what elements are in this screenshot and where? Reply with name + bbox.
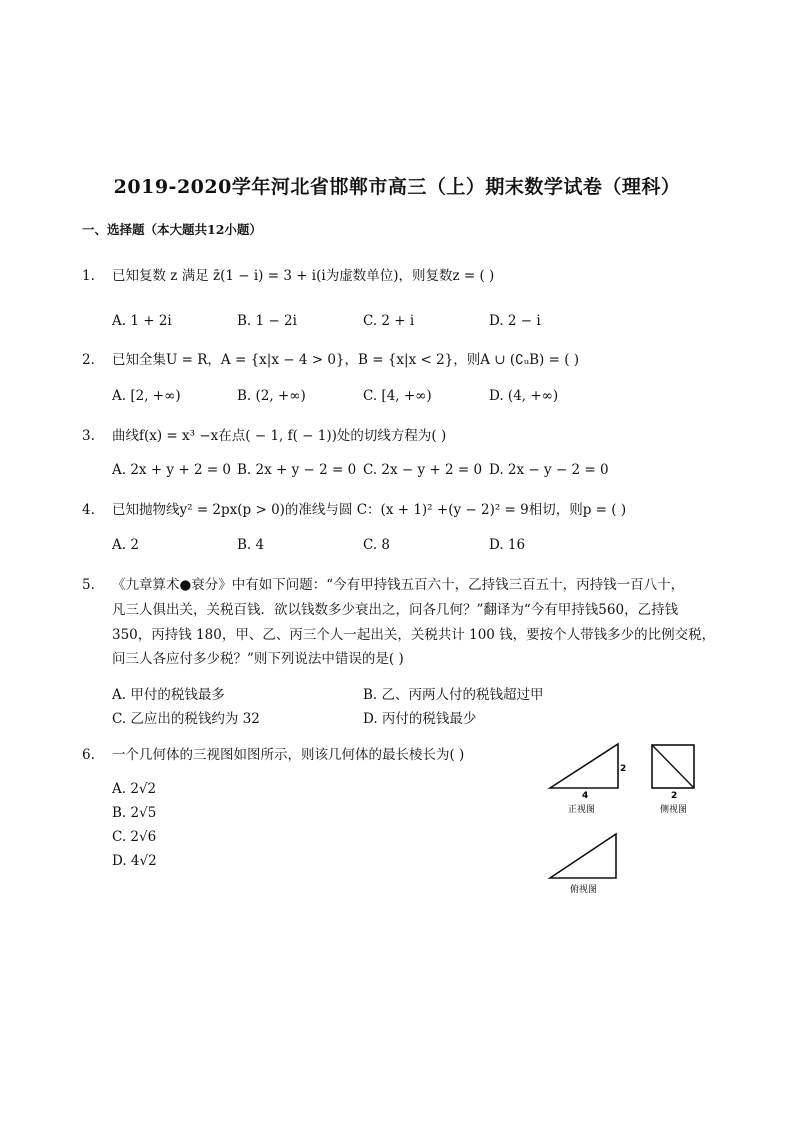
- front-width-label: 4: [582, 791, 589, 801]
- question-text: 一个几何体的三视图如图所示，则该几何体的最长棱长为( ): [112, 747, 465, 763]
- option-a: A. 2: [112, 537, 139, 553]
- question-line: 问三人各应付多少税？”则下列说法中错误的是( ): [112, 651, 404, 667]
- question-text: 已知复数 z 满足 z̄(1 − i) = 3 + i(i为虚数单位)，则复数z = ( ): [112, 268, 495, 284]
- question-number: 5.: [82, 577, 95, 593]
- option-b: B. 乙、丙两人付的税钱超过甲: [363, 687, 544, 703]
- question-number: 1.: [82, 268, 95, 284]
- option-a: A. 1 + 2i: [112, 313, 172, 329]
- option-d: D. 丙付的税钱最少: [363, 711, 477, 727]
- question-line: 凡三人俱出关，关税百钱．欲以钱数多少衰出之，问各几何？”翻译为“今有甲持钱560，乙持钱: [112, 602, 679, 618]
- option-b: B. (2, +∞): [237, 388, 306, 404]
- side-view-diagonal: [652, 745, 694, 788]
- option-d: D. (4, +∞): [489, 388, 559, 404]
- option-a: A. [2, +∞): [112, 388, 181, 404]
- option-a: A. 2x + y + 2 = 0: [112, 462, 232, 478]
- three-view-figure: [540, 736, 715, 901]
- option-c: C. 2√6: [112, 829, 157, 845]
- option-c: C. 2x − y + 2 = 0: [363, 462, 483, 478]
- side-width-label: 2: [671, 791, 678, 801]
- question-text: 曲线f(x) = x³ −x在点( − 1, f( − 1))处的切线方程为( ): [112, 428, 447, 444]
- option-a: A. 2√2: [112, 781, 157, 797]
- question-number: 3.: [82, 428, 95, 444]
- option-d: D. 16: [489, 537, 526, 553]
- option-c: C. [4, +∞): [363, 388, 432, 404]
- side-view-label: 侧视图: [660, 805, 688, 815]
- question-text: 已知抛物线y² = 2px(p > 0)的准线与圆 C：(x + 1)² +(y − 2)² = 9相切，则p = ( ): [112, 502, 627, 518]
- section-heading: 一、选择题（本大题共12小题）: [82, 222, 262, 237]
- question-line: 《九章算术●衰分》中有如下问题：“今有甲持钱五百六十，乙持钱三百五十，丙持钱一百八十，: [112, 577, 685, 593]
- option-b: B. 2√5: [112, 805, 157, 821]
- question-text: 已知全集U = R，A = {x|x − 4 > 0}，B = {x|x < 2}，则A ∪ (∁ᵤB) = ( ): [112, 352, 580, 368]
- option-d: D. 2x − y − 2 = 0: [489, 462, 609, 478]
- option-b: B. 2x + y − 2 = 0: [237, 462, 357, 478]
- page-title: 2019-2020学年河北省邯郸市高三（上）期末数学试卷（理科）: [113, 176, 681, 198]
- top-view-triangle: [550, 834, 616, 878]
- front-view-label: 正视图: [568, 805, 596, 815]
- front-view-triangle: [550, 744, 618, 788]
- option-b: B. 1 − 2i: [237, 313, 297, 329]
- question-number: 6.: [82, 747, 95, 763]
- question-line: 350，丙持钱 180，甲、乙、丙三个人一起出关，关税共计 100 钱，要按个人带钱多少的比例交税，: [112, 627, 716, 643]
- question-number: 4.: [82, 502, 95, 518]
- option-d: D. 2 − i: [489, 313, 541, 329]
- option-c: C. 8: [363, 537, 391, 553]
- top-view-label: 俯视图: [570, 885, 598, 895]
- front-height-label: 2: [620, 764, 627, 774]
- option-a: A. 甲付的税钱最多: [112, 687, 225, 703]
- option-d: D. 4√2: [112, 853, 157, 869]
- option-b: B. 4: [237, 537, 265, 553]
- option-c: C. 2 + i: [363, 313, 415, 329]
- option-c: C. 乙应出的税钱约为 32: [112, 711, 260, 727]
- question-number: 2.: [82, 352, 95, 368]
